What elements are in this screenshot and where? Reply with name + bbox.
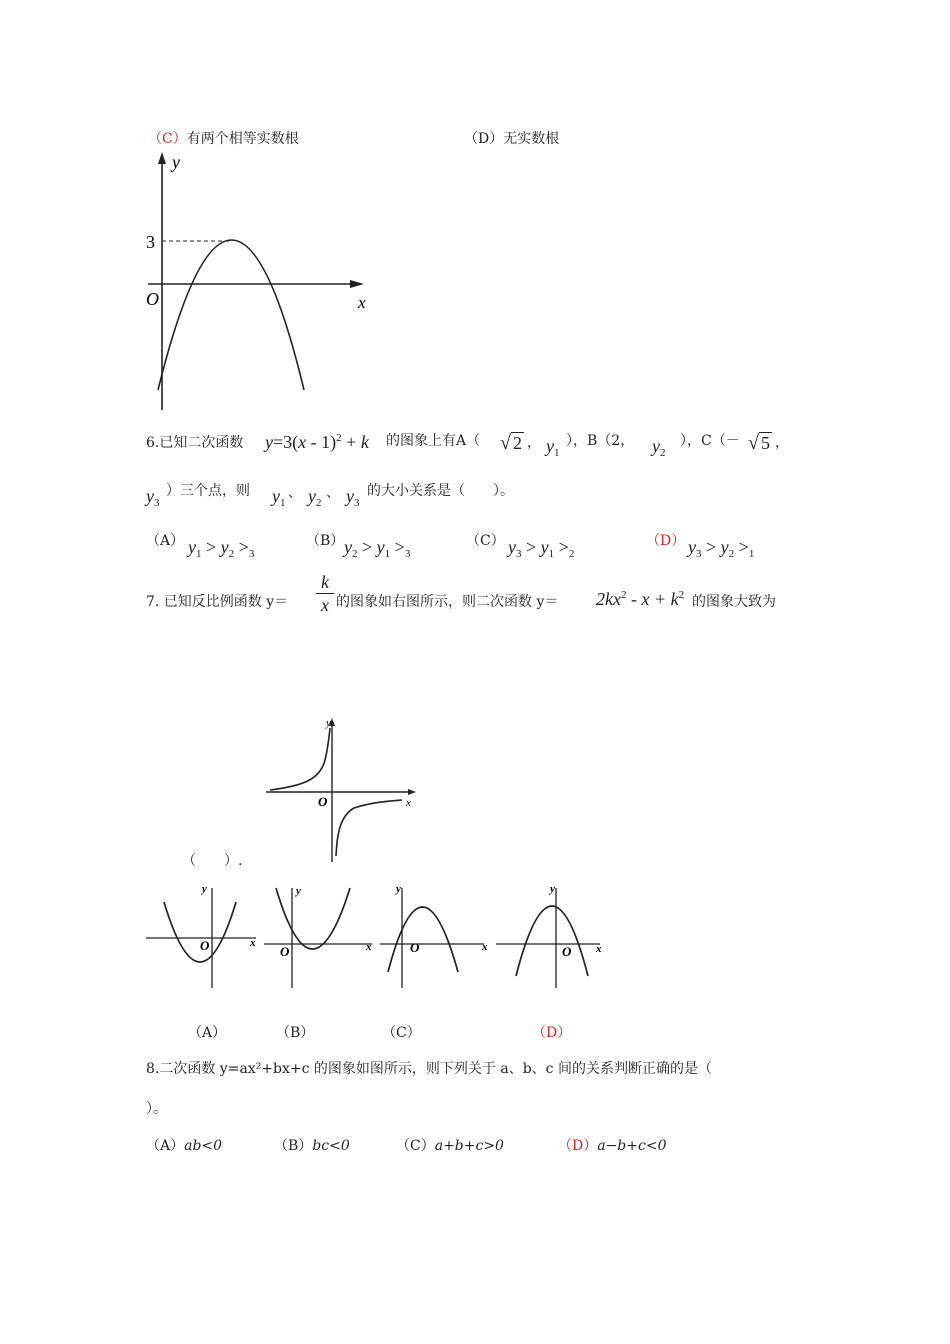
q7-hyper-x-arrow xyxy=(408,789,416,795)
q6-list-y3-sub: 3 xyxy=(354,497,360,509)
q8-option-b xyxy=(274,1135,350,1155)
q6-c-v1: y xyxy=(508,537,516,557)
q6-a-s1: 1 xyxy=(196,548,202,560)
q7c-origin-label: O xyxy=(410,940,420,955)
q7-fraction xyxy=(316,572,334,615)
q7-option-a-label: （A） xyxy=(188,1025,227,1041)
q8-option-c xyxy=(396,1135,504,1155)
q6-d-s3: 1 xyxy=(748,548,755,560)
q6-y3-var: y xyxy=(146,486,154,506)
q6-c-s2: 1 xyxy=(548,548,555,560)
q7-hyper-branch-left xyxy=(270,728,330,790)
q8-option-b-expr: bc<0 xyxy=(312,1138,350,1154)
q6-func-x: x xyxy=(298,432,307,452)
q6-option-d-expr: $y_3 > y_2 >_1$ xyxy=(688,537,755,560)
q7-option-d-label: （D） xyxy=(532,1025,572,1041)
q7-frac-num: k xyxy=(321,572,329,592)
q7c-x-label: x xyxy=(482,941,488,953)
q8-stem: 8.二次函数 y=ax²+bx+c 的图象如图所示，则下列关于 a、b、c 间的关系判断正确的是（ xyxy=(146,1061,712,1077)
q7-option-a-graph xyxy=(144,882,264,992)
q7-option-b-label: （B） xyxy=(276,1025,315,1041)
q7b-parabola xyxy=(276,888,350,949)
q6-b-v2: y xyxy=(376,537,385,557)
q6-b-s3: 3 xyxy=(404,548,411,560)
q6-func-exp: 2 xyxy=(336,432,342,444)
q6-y1-sub: 1 xyxy=(554,447,560,459)
q6-sep2: 、 xyxy=(326,485,340,501)
q6-list-y1 xyxy=(272,486,286,507)
q5-parabola-graph xyxy=(140,150,380,415)
q6-option-d-label: （D） xyxy=(646,533,686,549)
q5-option-c xyxy=(148,128,299,148)
q6-list-y2-sub: 2 xyxy=(316,497,322,509)
q6-comma1: ， xyxy=(527,435,541,451)
q6-y3-sub: 3 xyxy=(154,497,160,509)
q8-option-d-label: （D） xyxy=(558,1138,598,1154)
q7-quad-exp: 2 xyxy=(620,589,627,601)
q6-sqrt5: √ 5 xyxy=(748,432,770,454)
q5-option-d xyxy=(464,128,559,148)
q6-b-s2: 1 xyxy=(384,548,391,560)
q6-function xyxy=(265,432,369,453)
q6-func-k: k xyxy=(360,432,369,452)
q6-list-y1-sub: 1 xyxy=(280,497,286,509)
q6-d-v1: y xyxy=(688,537,696,557)
q5-origin-label: O xyxy=(146,289,159,309)
q6-a-v2: y xyxy=(220,537,229,557)
q8-option-b-label: （B） xyxy=(274,1138,313,1154)
q7-option-c-graph xyxy=(378,882,493,992)
q7-prefix: 7. 已知反比例函数 y＝ xyxy=(146,594,289,610)
q5-option-c-text: 有两个相等实数根 xyxy=(186,131,299,147)
q7-hyper-origin-label: O xyxy=(318,794,328,809)
q7a-parabola xyxy=(164,902,236,962)
q6-b-s1: 2 xyxy=(352,548,358,560)
q6-func-plus: + xyxy=(341,432,361,452)
q7-quad-exp2: 2 xyxy=(678,589,685,601)
q6-y2 xyxy=(652,436,666,457)
q5-x-label: x xyxy=(358,293,366,312)
q7a-x-label: x xyxy=(250,937,256,949)
q6-y3-start xyxy=(146,486,160,507)
q6-y1 xyxy=(546,436,560,457)
q6-d-v2: y xyxy=(720,537,729,557)
q6-sqrt2-value: 2 xyxy=(512,433,522,453)
q6-sep1: 、 xyxy=(288,485,302,501)
q6-option-c-label: （C） xyxy=(466,533,505,549)
q7-frac-bar xyxy=(316,593,334,594)
q5-y-label: y xyxy=(172,152,180,172)
q6-list-y2-var: y xyxy=(308,486,316,506)
q6-a-v1: y xyxy=(188,537,196,557)
q7b-origin-label: O xyxy=(280,944,290,959)
q7a-origin-label: O xyxy=(200,938,210,953)
q6-b-v1: y xyxy=(344,537,352,557)
q6-y2-sub: 2 xyxy=(660,447,666,459)
q7-text1: 的图象如右图所示，则二次函数 y＝ xyxy=(336,594,559,610)
q7-quadratic xyxy=(596,589,684,610)
q6-option-b-expr: $y_2 > y_1 >_3$ xyxy=(344,537,411,560)
q7-quad-mid: - x + k xyxy=(626,589,679,609)
q7d-parabola xyxy=(516,906,588,976)
q6-func-y: y xyxy=(265,432,273,452)
q6-text3: ），C（－ xyxy=(680,433,740,449)
q7c-y-label: y xyxy=(396,883,401,895)
q5-option-d-label: （D） xyxy=(464,131,504,147)
q8-stem-line2: ）。 xyxy=(146,1101,167,1117)
q6-list-y3 xyxy=(346,486,360,507)
q5-parabola-curve xyxy=(158,240,304,390)
q7b-y-label: y xyxy=(296,885,301,897)
q7b-x-label: x xyxy=(366,941,372,953)
q6-a-s3: 3 xyxy=(248,548,255,560)
q8-option-a-expr: ab<0 xyxy=(184,1138,223,1154)
q5-option-c-label: （C） xyxy=(148,131,187,147)
q6-func-eq: =3( xyxy=(273,432,299,452)
q6-option-a-expr: $y_1 > y_2 >_3$ xyxy=(188,537,255,560)
q6-comma2: ， xyxy=(775,435,789,451)
q6-option-c-expr: $y_3 > y_1 >_2$ xyxy=(508,537,575,560)
q8-option-a xyxy=(146,1135,222,1155)
q8-option-d xyxy=(558,1135,666,1155)
q6-prefix: 6.已知二次函数 xyxy=(146,435,244,451)
q5-x-arrow xyxy=(350,280,364,288)
q6-text4: ）三个点，则 xyxy=(166,483,250,499)
q6-y1-var: y xyxy=(546,436,554,456)
q7-option-d-graph xyxy=(494,882,609,992)
q8-option-c-expr: a+b+c>0 xyxy=(434,1138,504,1154)
q6-text5: 的大小关系是（ ）。 xyxy=(367,483,514,499)
q6-text1: 的图象上有A（ xyxy=(386,433,481,449)
q6-list-y3-var: y xyxy=(346,486,354,506)
q6-c-s1: 3 xyxy=(516,548,522,560)
q7-hyper-x-label: x xyxy=(406,797,411,809)
q6-c-s3: 2 xyxy=(568,548,575,560)
q7-hyper-branch-right xyxy=(336,800,402,856)
q6-sqrt5-value: 5 xyxy=(760,433,770,453)
q8-option-c-label: （C） xyxy=(396,1138,435,1154)
q6-y2-var: y xyxy=(652,436,660,456)
q7-option-b-graph xyxy=(262,882,382,992)
q7d-origin-label: O xyxy=(562,944,572,959)
q6-c-v2: y xyxy=(540,537,549,557)
q5-option-d-text: 无实数根 xyxy=(503,131,560,147)
q6-a-s2: 2 xyxy=(228,548,235,560)
q6-sqrt2: √ 2 xyxy=(500,432,522,454)
q7-quad-main: 2kx xyxy=(596,589,621,609)
q6-func-mid: - 1) xyxy=(306,432,337,452)
q6-stem-line1 xyxy=(146,432,243,452)
q6-list-y1-var: y xyxy=(272,486,280,506)
q7-hyperbola-graph xyxy=(262,716,422,866)
q7-hyper-y-label: y xyxy=(326,717,331,729)
q7-text2: 的图象大致为 xyxy=(692,594,776,610)
q6-option-b-label: （B） xyxy=(306,533,345,549)
q6-option-a-label: （A） xyxy=(146,533,185,549)
q6-text2: ），B（2， xyxy=(566,433,635,449)
q5-max-value-label: 3 xyxy=(146,232,155,252)
q7d-x-label: x xyxy=(596,943,602,955)
q7-frac-den: x xyxy=(321,595,329,615)
q7-option-c-label: （C） xyxy=(382,1025,421,1041)
q7-tail: （ ）. xyxy=(182,853,243,869)
q6-d-s1: 3 xyxy=(696,548,702,560)
q7c-parabola xyxy=(388,907,458,972)
q7d-y-label: y xyxy=(550,883,555,895)
q6-d-s2: 2 xyxy=(728,548,735,560)
q8-option-d-expr: a−b+c<0 xyxy=(597,1138,667,1154)
q5-y-arrow xyxy=(158,152,166,164)
q6-list-y2 xyxy=(308,486,322,507)
q8-option-a-label: （A） xyxy=(146,1138,185,1154)
q7a-y-label: y xyxy=(202,883,207,895)
